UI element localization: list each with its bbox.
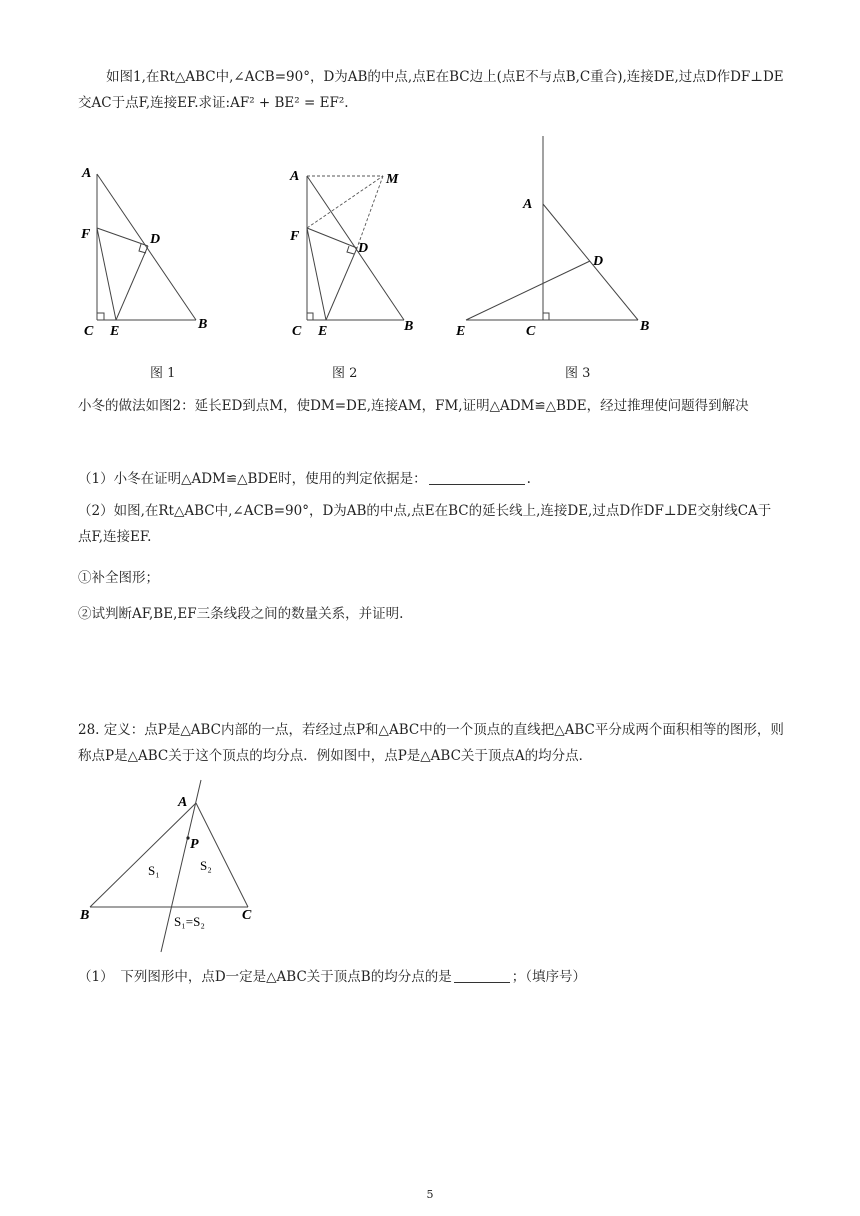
problem28-figure [74,776,274,958]
fig2-label-F: F [290,229,300,244]
fig1-label-D: D [150,232,161,247]
fig3-label-E: E [456,324,466,339]
fig2-label-C: C [292,324,302,339]
question-2-sub-2: ②试判断AF,BE,EF三条线段之间的数量关系，并证明. [78,606,404,622]
question-1 [78,466,784,492]
method-paragraph: 小冬的做法如图2：延长ED到点M，使DM=DE,连接AM，FM,证明△ADM≌△BDE，经过推理使问题得到解决 [78,398,749,414]
fig2-label-D: D [358,241,369,256]
fig1-label-E: E [110,324,120,339]
question-1-text: （1）小冬在证明△ADM≌△BDE时，使用的判定依据是： [78,471,427,487]
fig2-label-M: M [386,172,399,187]
problem27-stem: 如图1,在Rt△ABC中,∠ACB=90°，D为AB的中点,点E在BC边上(点E不与点B,C重合),连接DE,过点D作DF⊥DE交AC于点F,连接EF.求证:AF² + BE² = EF². [78,69,784,111]
fig28-label-C: C [242,908,252,923]
fig1-label-C: C [84,324,94,339]
page-number: 5 [426,1188,434,1201]
caption-figure-2: 图 2 [332,366,358,381]
problem28-question-1 [78,964,784,990]
fig3-label-A: A [523,197,533,212]
fig28-label-P: P [190,837,199,852]
fig28-label-B: B [80,908,90,923]
fig2-label-B: B [404,319,414,334]
fig3-label-C: C [526,324,536,339]
problem28-definition: 28. 定义：点P是△ABC内部的一点，若经过点P和△ABC中的一个顶点的直线把△ABC平分成两个面积相等的图形，则称点P是△ABC关于这个顶点的均分点．例如图中，点P是△ABC关于顶点A的均分点． [78,722,784,764]
figure-3 [448,130,673,345]
fig3-label-B: B [640,319,650,334]
fig1-label-A: A [82,166,92,181]
problem28-question-1-end: ；（填序号） [511,969,586,985]
answer-blank-1[interactable] [429,470,525,485]
fig1-label-B: B [198,317,208,332]
question-2-sub-1: ①补全图形； [78,570,159,586]
figure-2 [280,160,430,345]
fig28-label-equal-areas: S₁=S₂ [174,914,205,929]
question-1-end: . [526,471,531,487]
fig28-label-S1: S₁ [148,863,160,878]
problem28-question-1-text: （1） 下列图形中，点D一定是△ABC关于顶点B的均分点的是 [78,969,452,985]
caption-figure-1: 图 1 [150,366,176,381]
fig3-label-D: D [593,254,604,269]
question-2: （2）如图,在Rt△ABC中,∠ACB=90°，D为AB的中点,点E在BC的延长线上,连接DE,过点D作DF⊥DE交射线CA于点F,连接EF. [78,503,772,545]
fig28-label-S2: S₂ [200,858,212,873]
caption-figure-3: 图 3 [565,366,591,381]
figure-1 [72,160,232,345]
fig1-label-F: F [81,227,91,242]
fig2-label-A: A [290,169,300,184]
fig28-label-A: A [178,795,188,810]
fig2-label-E: E [318,324,328,339]
answer-blank-2[interactable] [454,968,510,983]
